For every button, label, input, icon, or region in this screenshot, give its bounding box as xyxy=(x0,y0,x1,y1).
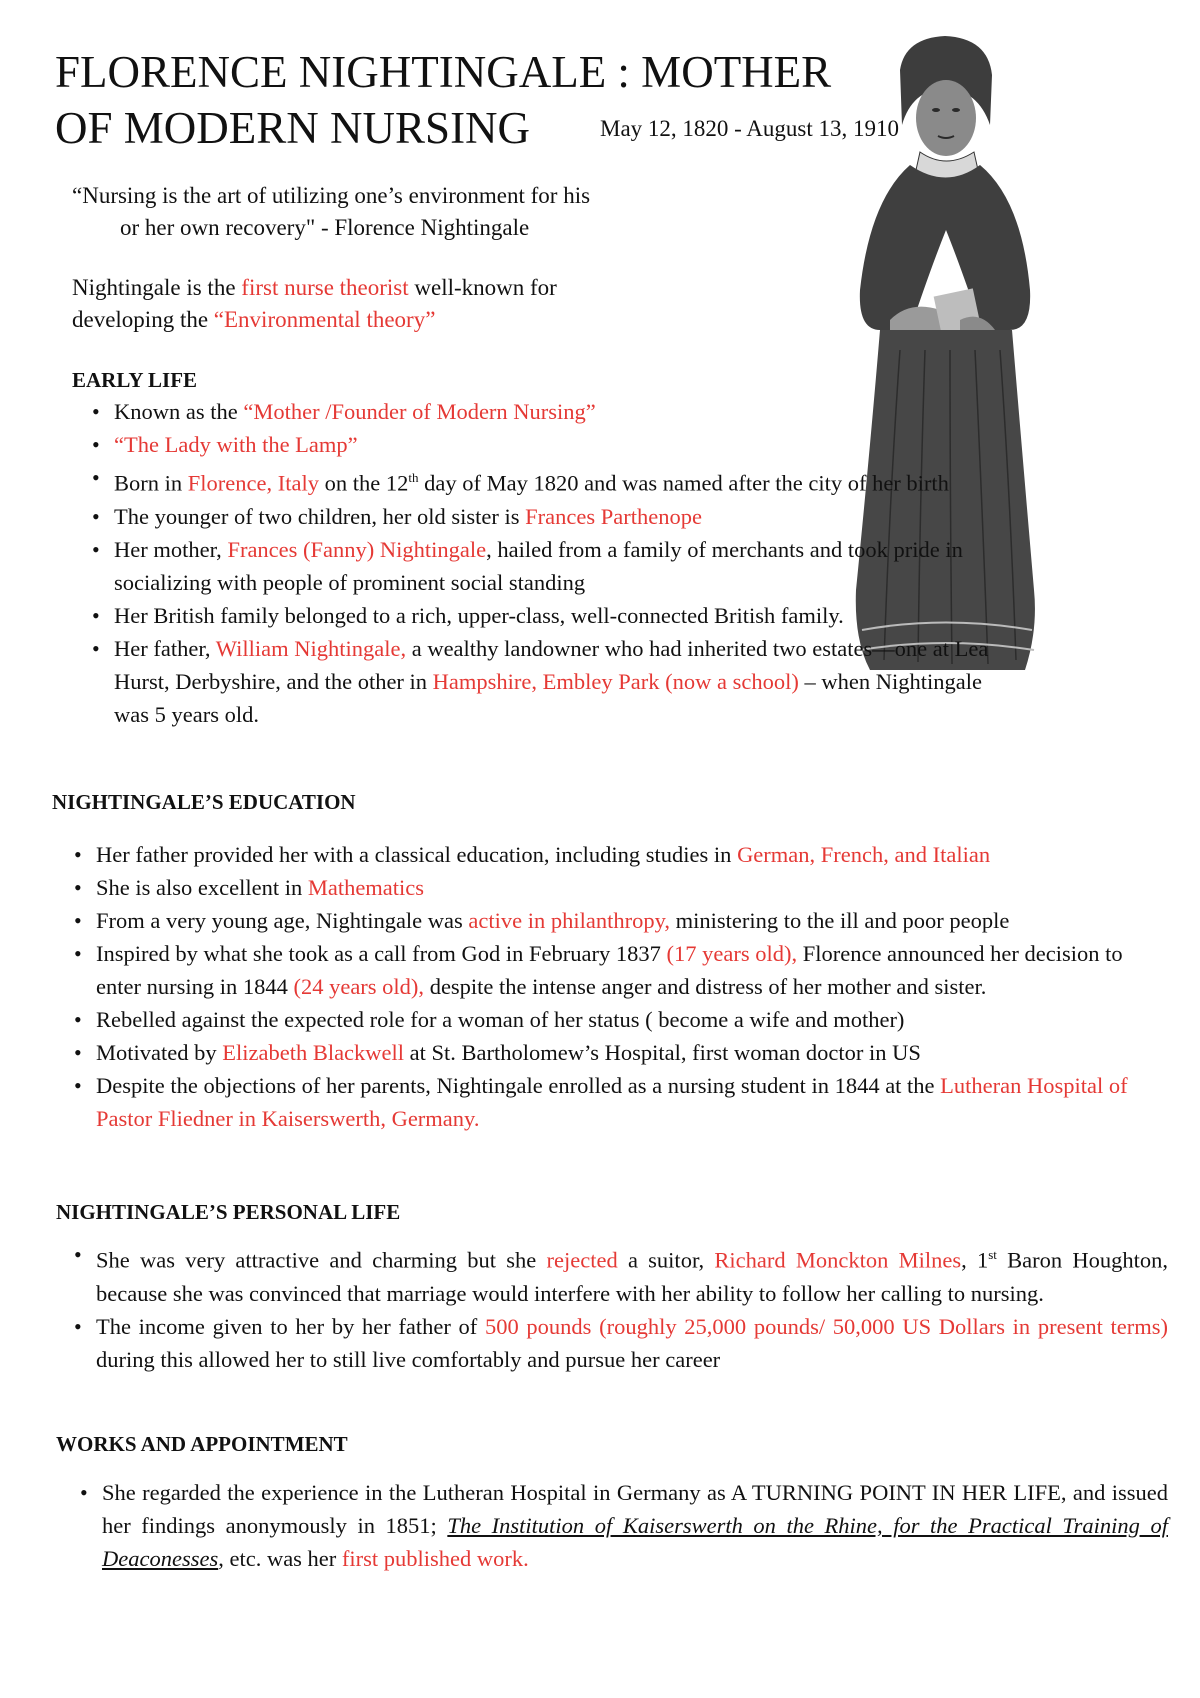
quote-line-1: “Nursing is the art of utilizing one’s environment for his xyxy=(72,183,591,208)
list-item: • Her mother, Frances (Fanny) Nightingale, hailed from a family of merchants and took pride in socializing with people of prominent social standing xyxy=(90,533,1020,599)
section-heading-personal-life: NIGHTINGALE’S PERSONAL LIFE xyxy=(56,1200,401,1224)
list-item: • She regarded the experience in the Lutheran Hospital in Germany as A TURNING POINT IN HER LIFE, and issued her findings anonymously in 1851; The Institution of Kaiserswerth on the Rhine, for the Practical Training of Deaconesses, etc. was her first published work. xyxy=(78,1476,1168,1575)
list-item: • Her father, William Nightingale, a wealthy landowner who had inherited two estates—one at Lea Hurst, Derbyshire, and the other in Hampshire, Embley Park (now a school) – when Nightingale was 5 years old. xyxy=(90,632,1020,731)
list-item: • Known as the “Mother /Founder of Modern Nursing” xyxy=(90,395,1020,428)
publication-title: The Institution of Kaiserswerth on the Rhine, for the Practical Training of Deaconesses xyxy=(102,1513,1168,1571)
list-item: • The income given to her by her father of 500 pounds (roughly 25,000 pounds/ 50,000 US Dollars in present terms) during this allowed her to still live comfortably and pursue her career xyxy=(72,1310,1168,1376)
list-item: • From a very young age, Nightingale was active in philanthropy, ministering to the ill and poor people xyxy=(72,904,1168,937)
intro-text: Nightingale is the xyxy=(72,275,242,300)
education-list xyxy=(72,838,1168,1135)
intro-paragraph xyxy=(72,272,557,336)
quote-line-2: or her own recovery" - Florence Nightingale xyxy=(120,215,530,240)
intro-text: well-known for xyxy=(408,275,557,300)
life-dates: May 12, 1820 - August 13, 1910 xyxy=(600,116,899,141)
list-item: • “The Lady with the Lamp” xyxy=(90,428,1020,461)
list-item: • Born in Florence, Italy on the 12th day of May 1820 and was named after the city of her birth xyxy=(90,461,1020,500)
intro-highlight: “Environmental theory” xyxy=(213,307,436,332)
intro-highlight: first nurse theorist xyxy=(241,275,409,300)
early-life-list xyxy=(90,395,1020,731)
list-item: • Despite the objections of her parents, Nightingale enrolled as a nursing student in 1844 at the Lutheran Hospital of Pastor Fliedner in Kaiserswerth, Germany. xyxy=(72,1069,1168,1135)
personal-life-list xyxy=(72,1238,1168,1376)
title-line-2: OF MODERN NURSING xyxy=(55,103,531,153)
list-item: • The younger of two children, her old sister is Frances Parthenope xyxy=(90,500,1020,533)
list-item: • Her British family belonged to a rich, upper-class, well-connected British family. xyxy=(90,599,1020,632)
works-list xyxy=(78,1476,1168,1575)
section-heading-works: WORKS AND APPOINTMENT xyxy=(56,1432,348,1456)
title-line-1: FLORENCE NIGHTINGALE : MOTHER xyxy=(55,47,832,97)
intro-text: developing the xyxy=(72,307,214,332)
list-item: • She was very attractive and charming but she rejected a suitor, Richard Monckton Milnes, 1st Baron Houghton, because she was convinced that marriage would interfere with her ability to follow her calling to nursing. xyxy=(72,1238,1168,1310)
list-item: • Rebelled against the expected role for a woman of her status ( become a wife and mother) xyxy=(72,1003,1168,1036)
list-item: • She is also excellent in Mathematics xyxy=(72,871,1168,904)
list-item: • Her father provided her with a classical education, including studies in German, French, and Italian xyxy=(72,838,1168,871)
list-item: • Inspired by what she took as a call from God in February 1837 (17 years old), Florence announced her decision to enter nursing in 1844 (24 years old), despite the intense anger and distress of her mother and sister. xyxy=(72,937,1168,1003)
list-item: • Motivated by Elizabeth Blackwell at St. Bartholomew’s Hospital, first woman doctor in US xyxy=(72,1036,1168,1069)
section-heading-early-life: EARLY LIFE xyxy=(72,368,198,392)
quote xyxy=(72,180,590,244)
section-heading-education: NIGHTINGALE’S EDUCATION xyxy=(52,790,356,814)
